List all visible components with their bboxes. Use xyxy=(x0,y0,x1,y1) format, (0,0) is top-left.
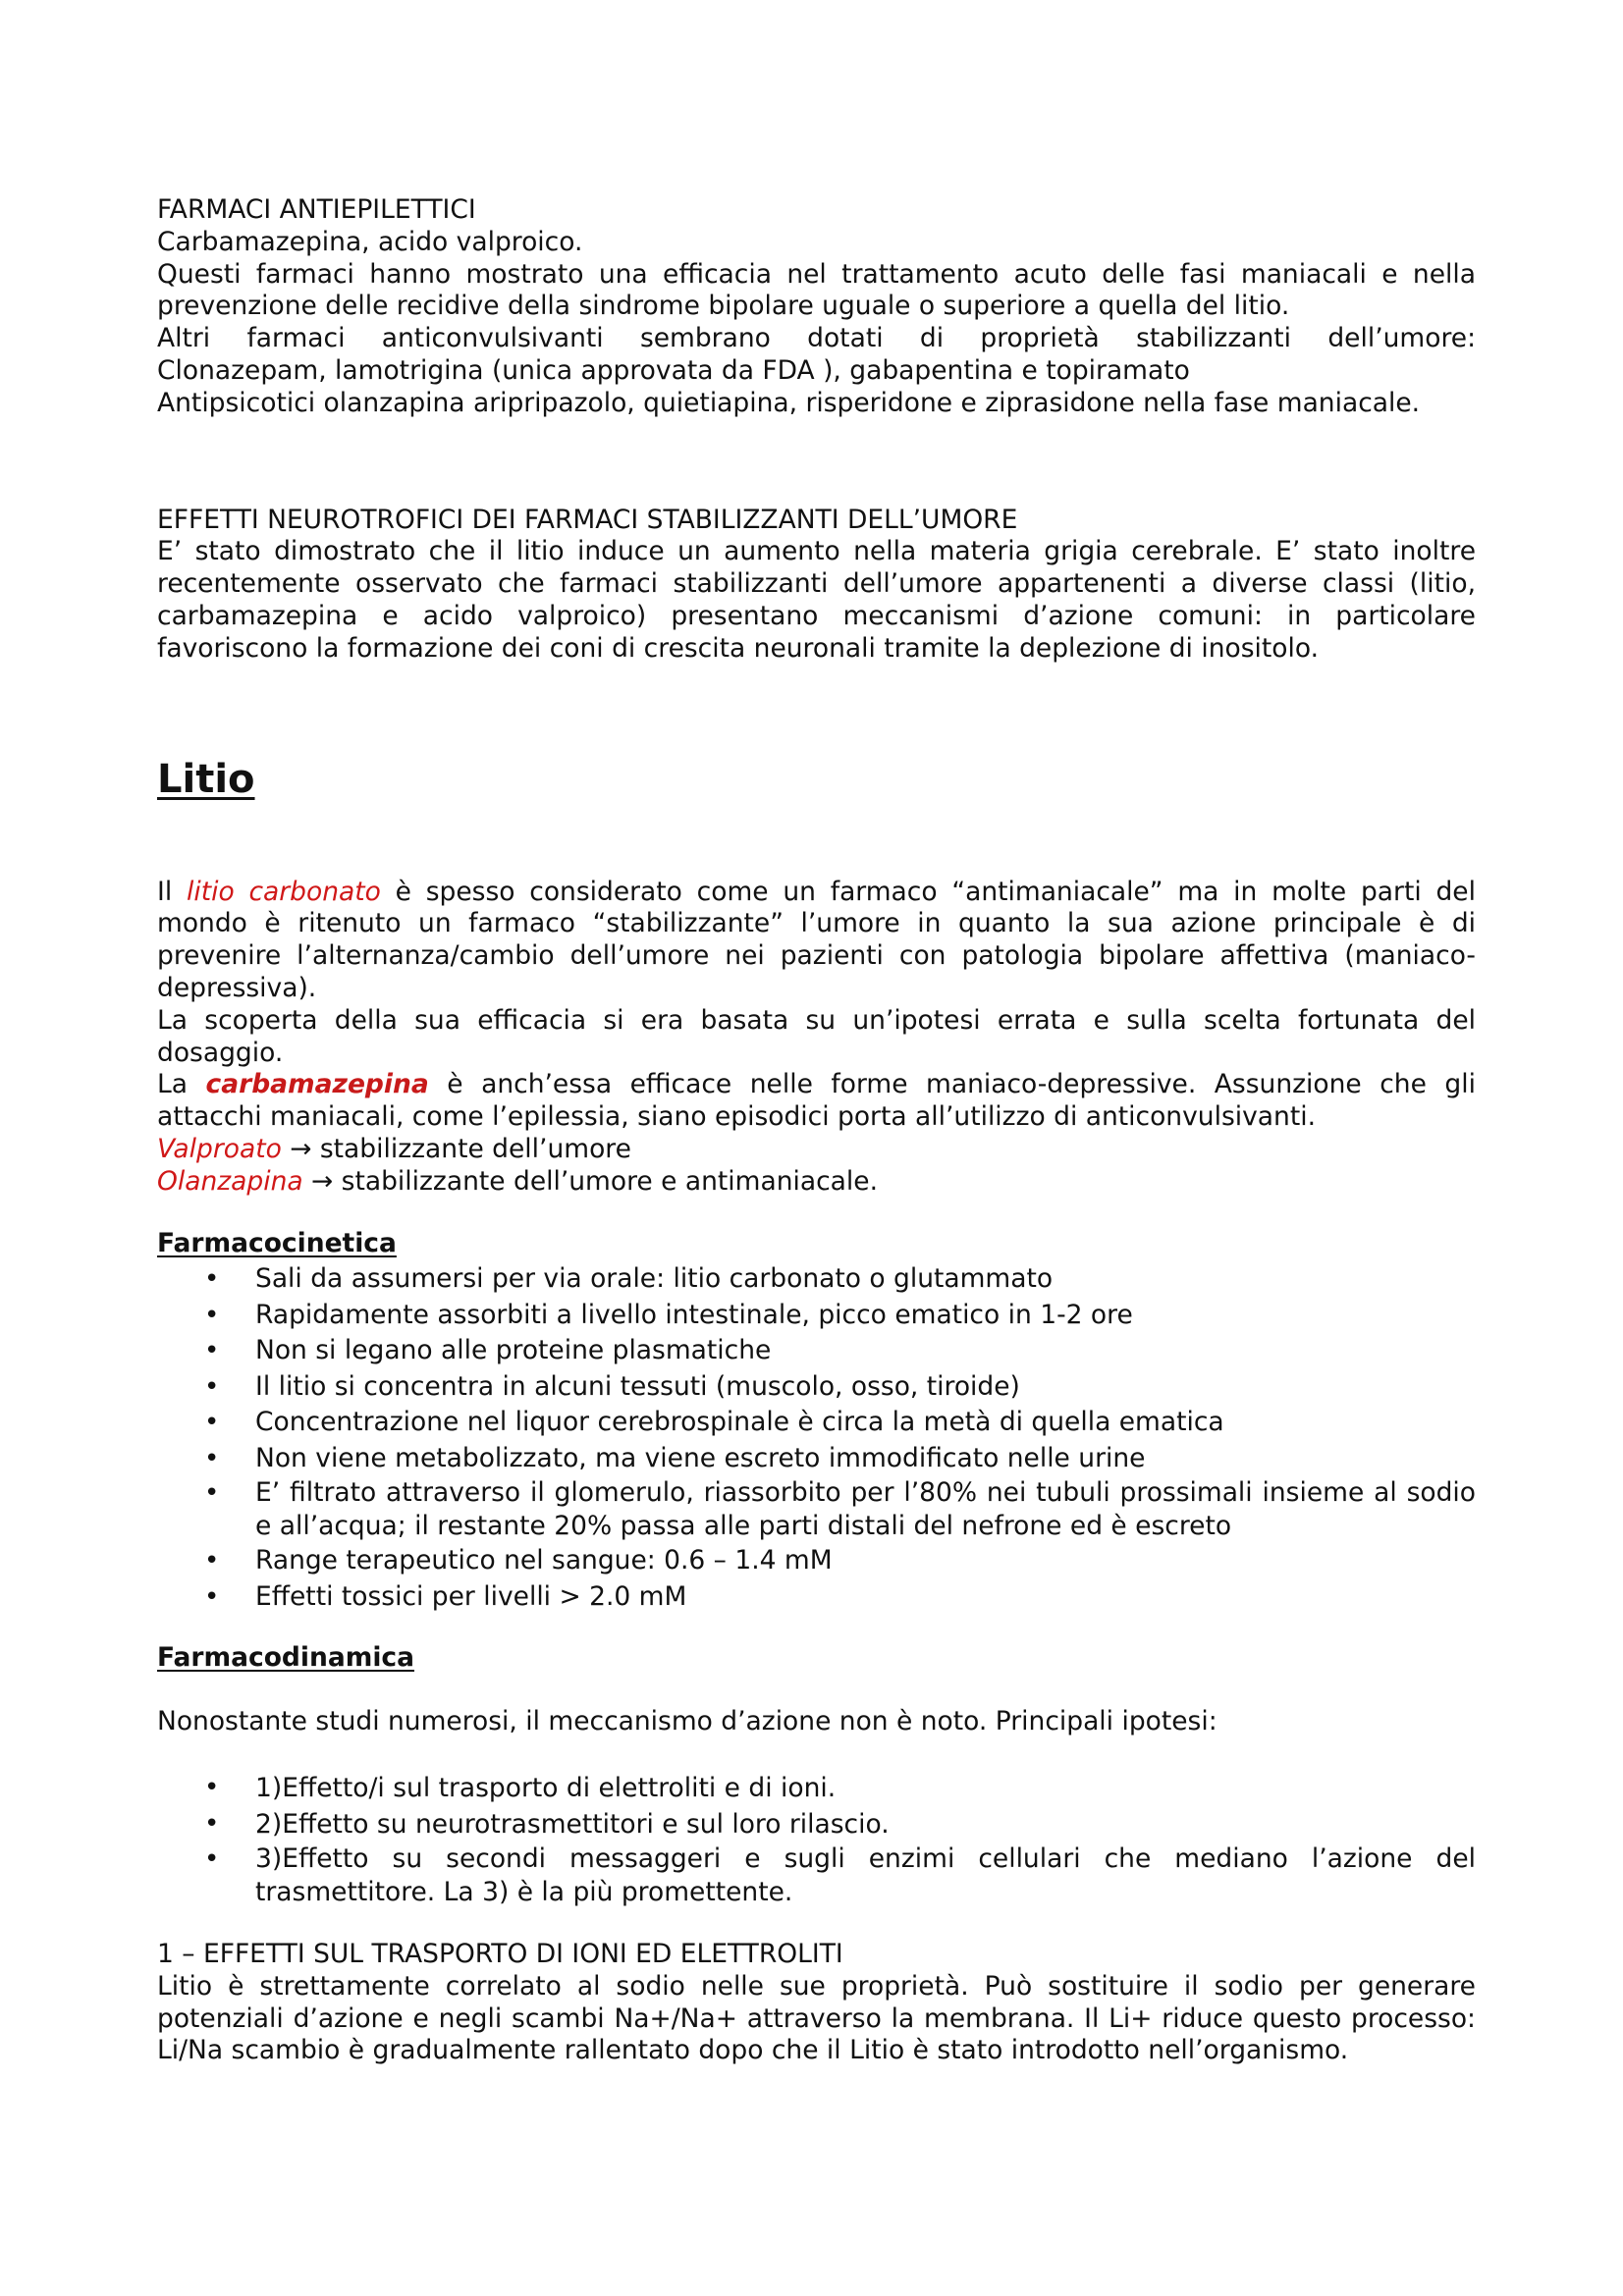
paragraph: Litio è strettamente correlato al sodio nelle sue proprietà. Può sostituire il sodio per generare potenziali d’azione e negli scambi Na+/Na+ attraverso la membrana. Il Li+ riduce questo processo: Li/Na scambio è gradualmente rallentato dopo che il Litio è stato introdotto nell’organismo. xyxy=(157,1970,1476,2066)
paragraph-carbamazepina xyxy=(157,1069,1476,1134)
text-run: Il xyxy=(157,876,187,907)
list-item: • Range terapeutico nel sangue: 0.6 – 1.4 mM xyxy=(157,1543,1476,1579)
text-run: La xyxy=(157,1069,206,1100)
document-page xyxy=(157,194,1476,2067)
paragraph: Antipsicotici olanzapina aripripazolo, quietiapina, risperidone e ziprasidone nella fase maniacale. xyxy=(157,387,1421,418)
list-item: • Concentrazione nel liquor cerebrospinale è circa la metà di quella ematica xyxy=(157,1405,1476,1441)
term-valproato: Valproato xyxy=(157,1133,282,1164)
text-line: Clonazepam, lamotrigina (unica approvata da FDA ), gabapentina e topiramato xyxy=(157,354,1190,386)
heading-farmacocinetica: Farmacocinetica xyxy=(157,1227,397,1258)
section-title-ioni: 1 – EFFETTI SUL TRASPORTO DI IONI ED ELETTROLITI xyxy=(157,1938,843,1969)
text-run: → stabilizzante dell’umore e antimaniacale. xyxy=(302,1165,878,1197)
list-item: • 2)Effetto su neurotrasmettitori e sul loro rilascio. xyxy=(157,1806,1476,1842)
line-valproato xyxy=(157,1134,1476,1166)
list-item: • E’ filtrato attraverso il glomerulo, riassorbito per l’80% nei tubuli prossimali insieme al sodio e all’acqua; il restante 20% passa alle parti distali del nefrone ed è escreto xyxy=(157,1476,1476,1543)
list-item: • Sali da assumersi per via orale: litio carbonato o glutammato xyxy=(157,1261,1476,1298)
section-title-neurotrofici: EFFETTI NEUROTROFICI DEI FARMACI STABILIZZANTI DELL’UMORE xyxy=(157,504,1018,535)
heading-farmacodinamica: Farmacodinamica xyxy=(157,1642,414,1674)
term-litio-carbonato: litio carbonato xyxy=(186,876,381,907)
list-item: • Effetti tossici per livelli > 2.0 mM xyxy=(157,1579,1476,1616)
list-item: • Rapidamente assorbiti a livello intestinale, picco ematico in 1-2 ore xyxy=(157,1298,1476,1334)
paragraph-litio-carbonato xyxy=(157,877,1476,1005)
list-item: • Non si legano alle proteine plasmatiche xyxy=(157,1333,1476,1369)
paragraph: La scoperta della sua efficacia si era basata su un’ipotesi errata e sulla scelta fortunata del dosaggio. xyxy=(157,1004,1476,1068)
text-line: Carbamazepina, acido valproico. xyxy=(157,226,583,257)
list-item: • 3)Effetto su secondi messaggeri e sugli enzimi cellulari che mediano l’azione del trasmettitore. La 3) è la più promettente. xyxy=(157,1842,1476,1909)
text-line: Altri farmaci anticonvulsivanti sembrano dotati di proprietà stabilizzanti dell’umore: xyxy=(157,323,1476,354)
text-run: è spesso considerato come un farmaco “antimaniacale” ma in molte parti del mondo è ritenuto un farmaco “stabilizzante” l’umore in quanto la sua azione principale è di prevenire l’alternanza/cambio dell’umore nei pazienti con patologia bipolare affettiva (maniaco-depressiva). xyxy=(157,876,1476,1003)
text-run: → stabilizzante dell’umore xyxy=(281,1133,631,1164)
list-item: • Il litio si concentra in alcuni tessuti (muscolo, osso, tiroide) xyxy=(157,1369,1476,1406)
list-ipotesi xyxy=(157,1770,1476,1909)
paragraph-intro: Nonostante studi numerosi, il meccanismo d’azione non è noto. Principali ipotesi: xyxy=(157,1706,1217,1737)
text-run: è anch’essa efficace nelle forme maniaco-depressive. Assunzione che gli attacchi maniacali, come l’epilessia, siano episodici porta all’utilizzo di anticonvulsivanti. xyxy=(157,1069,1476,1133)
term-carbamazepina: carbamazepina xyxy=(205,1069,429,1100)
list-item: • 1)Effetto/i sul trasporto di elettroliti e di ioni. xyxy=(157,1770,1476,1806)
heading-litio: Litio xyxy=(157,756,255,802)
paragraph: Questi farmaci hanno mostrato una efficacia nel trattamento acuto delle fasi maniacali e nella prevenzione delle recidive della sindrome bipolare uguale o superiore a quella del litio. xyxy=(157,258,1476,322)
list-item: • Non viene metabolizzato, ma viene escreto immodificato nelle urine xyxy=(157,1441,1476,1477)
list-farmacocinetica xyxy=(157,1261,1476,1615)
line-olanzapina xyxy=(157,1166,1476,1199)
paragraph: E’ stato dimostrato che il litio induce un aumento nella materia grigia cerebrale. E’ stato inoltre recentemente osservato che farmaci stabilizzanti dell’umore appartenenti a diverse classi (litio, carbamazepina e acido valproico) presentano meccanismi d’azione comuni: in particolare favoriscono la formazione dei coni di crescita neuronali tramite la deplezione di inositolo. xyxy=(157,536,1476,664)
section-title-antiepilettici: FARMACI ANTIEPILETTICI xyxy=(157,194,476,225)
term-olanzapina: Olanzapina xyxy=(157,1165,303,1197)
